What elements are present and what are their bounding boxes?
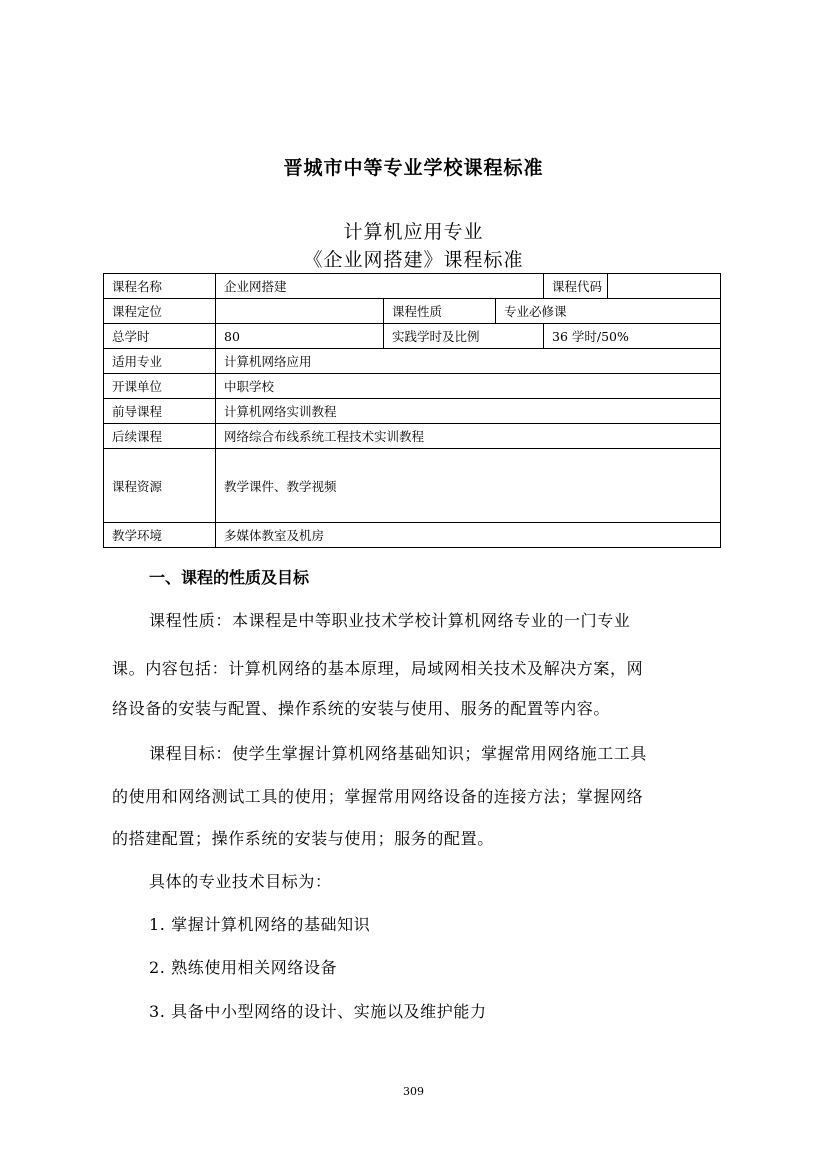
paragraph-line: 课程性质：本课程是中等职业技术学校计算机网络专业的一门专业	[149, 611, 631, 630]
cell-label: 课程名称	[104, 274, 216, 299]
table-row	[104, 523, 721, 548]
cell-value: 计算机网络实训教程	[216, 399, 721, 424]
table-row	[104, 374, 721, 399]
cell-label: 课程定位	[104, 299, 216, 324]
cell-label: 适用专业	[104, 349, 216, 374]
cell-label: 开课单位	[104, 374, 216, 399]
table-row	[104, 399, 721, 424]
list-item: 1. 掌握计算机网络的基础知识	[149, 915, 371, 934]
cell-label: 后续课程	[104, 424, 216, 449]
paragraph-line: 课程目标：使学生掌握计算机网络基础知识；掌握常用网络施工工具	[149, 744, 648, 763]
paragraph-line: 络设备的安装与配置、操作系统的安装与使用、服务的配置等内容。	[112, 699, 611, 718]
cell-label: 总学时	[104, 324, 216, 349]
paragraph-line: 的使用和网络测试工具的使用；掌握常用网络设备的连接方法；掌握网络	[112, 787, 644, 806]
section-heading: 一、课程的性质及目标	[149, 568, 310, 587]
cell-value: 企业网搭建	[216, 274, 544, 299]
table-row	[104, 299, 721, 324]
cell-value	[608, 274, 721, 299]
cell-value: 多媒体教室及机房	[216, 523, 721, 548]
table-row	[104, 324, 721, 349]
page-title: 晋城市中等专业学校课程标准	[283, 157, 544, 179]
cell-label: 课程资源	[104, 449, 216, 523]
cell-value: 36 学时/50%	[544, 324, 721, 349]
cell-label: 前导课程	[104, 399, 216, 424]
subtitle-major: 计算机应用专业	[343, 221, 484, 243]
paragraph-line: 的搭建配置；操作系统的安装与使用；服务的配置。	[112, 829, 494, 848]
cell-value: 中职学校	[216, 374, 721, 399]
cell-label: 教学环境	[104, 523, 216, 548]
table-row	[104, 424, 721, 449]
cell-label: 实践学时及比例	[384, 324, 544, 349]
subtitle-course: 《企业网搭建》课程标准	[303, 249, 524, 271]
course-info-table	[103, 273, 721, 548]
page-number: 309	[403, 1085, 424, 1098]
cell-value: 教学课件、教学视频	[216, 449, 721, 523]
list-item: 2. 熟练使用相关网络设备	[149, 958, 338, 977]
cell-value	[216, 299, 384, 324]
cell-value: 专业必修课	[496, 299, 721, 324]
paragraph-line: 课。内容包括：计算机网络的基本原理，局域网相关技术及解决方案，网	[112, 659, 644, 678]
list-item: 3. 具备中小型网络的设计、实施以及维护能力	[149, 1002, 487, 1021]
cell-label: 课程性质	[384, 299, 496, 324]
table-row	[104, 274, 721, 299]
table-row	[104, 449, 721, 523]
cell-value: 80	[216, 324, 384, 349]
paragraph-line: 具体的专业技术目标为：	[149, 872, 332, 891]
cell-label: 课程代码	[544, 274, 608, 299]
cell-value: 网络综合布线系统工程技术实训教程	[216, 424, 721, 449]
table-row	[104, 349, 721, 374]
cell-value: 计算机网络应用	[216, 349, 721, 374]
